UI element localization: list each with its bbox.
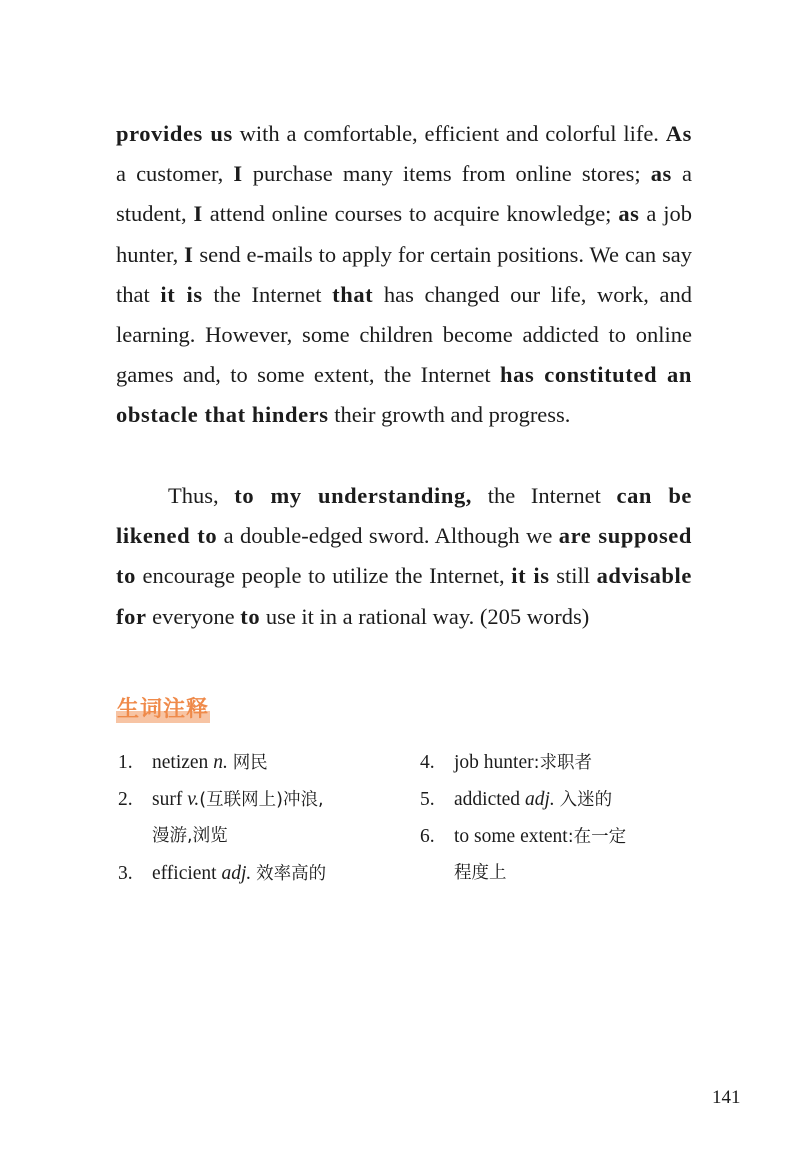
bold-phrase: provides us	[116, 121, 233, 146]
text-run: attend online courses to acquire knowledge;	[202, 201, 619, 227]
text-run: a job hunter,	[116, 201, 693, 267]
bold-phrase: to my understanding,	[234, 483, 473, 508]
gloss-term: netizen	[152, 752, 209, 773]
vocabulary-notes-heading: 生词注释	[116, 692, 210, 723]
text-run: a student,	[116, 161, 692, 227]
gloss-definition: 网民	[232, 753, 268, 773]
bold-phrase: that	[332, 281, 374, 307]
gloss-part-of-speech: v.	[187, 789, 200, 810]
text-run: use it in a rational way. (205 words)	[260, 603, 590, 629]
gloss-number: 1.	[118, 752, 133, 773]
gloss-number: 4.	[420, 752, 435, 773]
gloss-number: 2.	[118, 789, 133, 810]
gloss-item-3	[118, 856, 326, 892]
bold-phrase: can be likened to	[116, 483, 693, 549]
gloss-definition-continued: 漫游,浏览	[152, 826, 228, 846]
gloss-number: 5.	[420, 789, 435, 810]
text-run: the Internet	[472, 483, 617, 508]
text-run: send e-mails to apply for certain positions. We can say that	[116, 241, 692, 307]
bold-phrase: I	[184, 241, 194, 267]
gloss-part-of-speech: n.	[213, 752, 228, 773]
gloss-definition: 在一定	[573, 827, 627, 847]
gloss-number: 6.	[420, 826, 435, 847]
text-run: encourage people to utilize the Internet,	[135, 563, 512, 589]
gloss-term: addicted	[454, 789, 521, 810]
gloss-item-2	[118, 782, 324, 854]
text-run: a customer,	[116, 161, 234, 187]
bold-phrase: advisable for	[116, 563, 692, 629]
text-run: purchase many items from online stores;	[242, 161, 651, 187]
gloss-item-6	[420, 819, 626, 891]
essay-paragraph-1	[116, 114, 692, 436]
gloss-definition: 求职者	[539, 753, 593, 773]
gloss-term: to some extent	[454, 826, 568, 847]
gloss-part-of-speech: adj.	[221, 863, 252, 884]
gloss-term: efficient	[152, 863, 217, 884]
text-run: the Internet	[202, 281, 333, 307]
bold-phrase: are supposed to	[116, 523, 693, 589]
bold-phrase: I	[193, 201, 203, 227]
gloss-separator: :	[533, 753, 540, 773]
bold-phrase: As	[665, 121, 692, 146]
text-run: has changed our life, work, and learning. However, some children become addicted to online games and, to some extent, the Internet	[116, 281, 692, 388]
bold-phrase: as	[650, 161, 672, 187]
text-run: Thus,	[168, 483, 235, 508]
text-run: everyone	[146, 603, 241, 629]
essay-paragraph-2	[116, 476, 692, 637]
gloss-item-5	[420, 782, 612, 818]
bold-phrase: it is	[160, 281, 203, 307]
gloss-part-of-speech: adj.	[524, 789, 555, 810]
gloss-separator: :	[567, 827, 574, 847]
gloss-definition: 效率高的	[256, 864, 327, 884]
text-run: their growth and progress.	[328, 402, 571, 428]
bold-phrase: I	[233, 161, 243, 187]
gloss-term: job hunter	[454, 752, 534, 773]
gloss-term: surf	[152, 789, 183, 810]
gloss-item-4	[420, 745, 592, 781]
gloss-definition: (互联网上)冲浪,	[199, 790, 324, 810]
bold-phrase: has constituted an obstacle that hinders	[116, 362, 692, 428]
text-run: a double-edged sword. Although we	[217, 523, 559, 549]
text-run: with a comfortable, efficient and colorful life.	[232, 121, 666, 146]
text-run: still	[549, 563, 597, 589]
gloss-definition-continued: 程度上	[454, 863, 507, 883]
gloss-definition: 入迷的	[559, 790, 613, 810]
gloss-number: 3.	[118, 863, 133, 884]
bold-phrase: it is	[511, 563, 550, 589]
bold-phrase: as	[618, 201, 640, 227]
gloss-item-1	[118, 745, 268, 781]
bold-phrase: to	[240, 603, 261, 629]
page-number: 141	[712, 1087, 741, 1108]
